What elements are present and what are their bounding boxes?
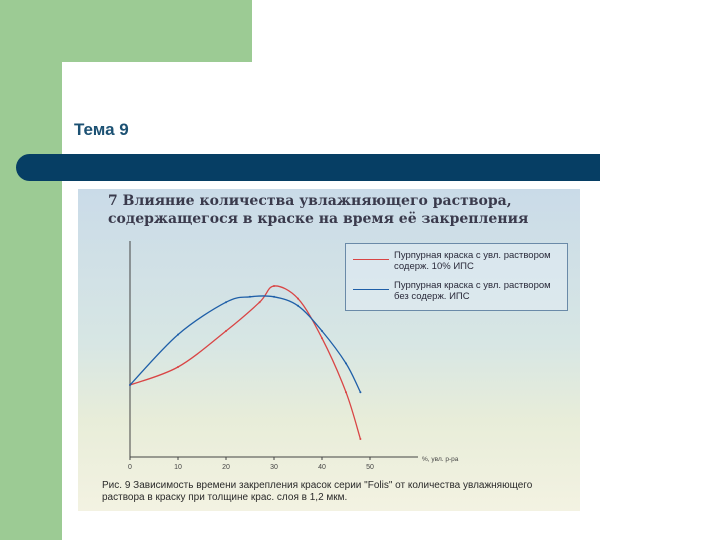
legend-label-blue: Пурпурная краска с увл. раствором без содерж. ИПС xyxy=(394,280,551,302)
data-point xyxy=(345,391,347,393)
x-tick-label: 40 xyxy=(318,464,326,471)
data-point xyxy=(273,296,275,298)
series-line-1 xyxy=(130,296,360,392)
data-point xyxy=(225,301,227,303)
title-underline-bar xyxy=(16,154,600,181)
legend-label-red: Пурпурная краска с увл. раствором содерж. 10% ИПС xyxy=(394,250,551,272)
data-point xyxy=(259,301,261,303)
series-line-0 xyxy=(130,286,360,439)
data-point xyxy=(129,384,131,386)
data-point xyxy=(359,438,361,440)
data-point xyxy=(273,285,275,287)
data-point xyxy=(297,298,299,300)
x-tick-label: 0 xyxy=(128,464,132,471)
legend-swatch-red xyxy=(353,259,389,260)
chart-legend xyxy=(345,243,568,311)
decor-green-left xyxy=(0,0,62,540)
data-point xyxy=(177,334,179,336)
series-layer xyxy=(129,285,361,440)
data-point xyxy=(321,330,323,332)
legend-item-red xyxy=(346,250,567,280)
decor-rounded-corner xyxy=(62,62,96,96)
data-point xyxy=(345,362,347,364)
figure-heading: 7 Влияние количества увлажняющего раствора, содержащегося в краске на время её закрепления xyxy=(108,193,529,227)
data-point xyxy=(225,330,227,332)
data-point xyxy=(297,305,299,307)
legend-item-blue xyxy=(346,280,567,310)
x-tick-label: 50 xyxy=(366,464,374,471)
figure-caption: Рис. 9 Зависимость времени закрепления красок серии "Folis" от количества увлажняющего раствора в краску при толщине крас. слоя в 1,2 мкм. xyxy=(102,480,533,503)
line-chart xyxy=(78,189,580,511)
figure-image xyxy=(78,189,580,511)
slide-title: Тема 9 xyxy=(74,120,129,139)
x-tick-label: 10 xyxy=(174,464,182,471)
x-ticks xyxy=(128,456,459,471)
data-point xyxy=(249,296,251,298)
x-axis-label: %, увл. р-ра xyxy=(422,456,459,463)
x-tick-label: 20 xyxy=(222,464,230,471)
data-point xyxy=(359,391,361,393)
legend-swatch-blue xyxy=(353,289,389,290)
data-point xyxy=(177,366,179,368)
x-tick-label: 30 xyxy=(270,464,278,471)
data-point xyxy=(321,337,323,339)
